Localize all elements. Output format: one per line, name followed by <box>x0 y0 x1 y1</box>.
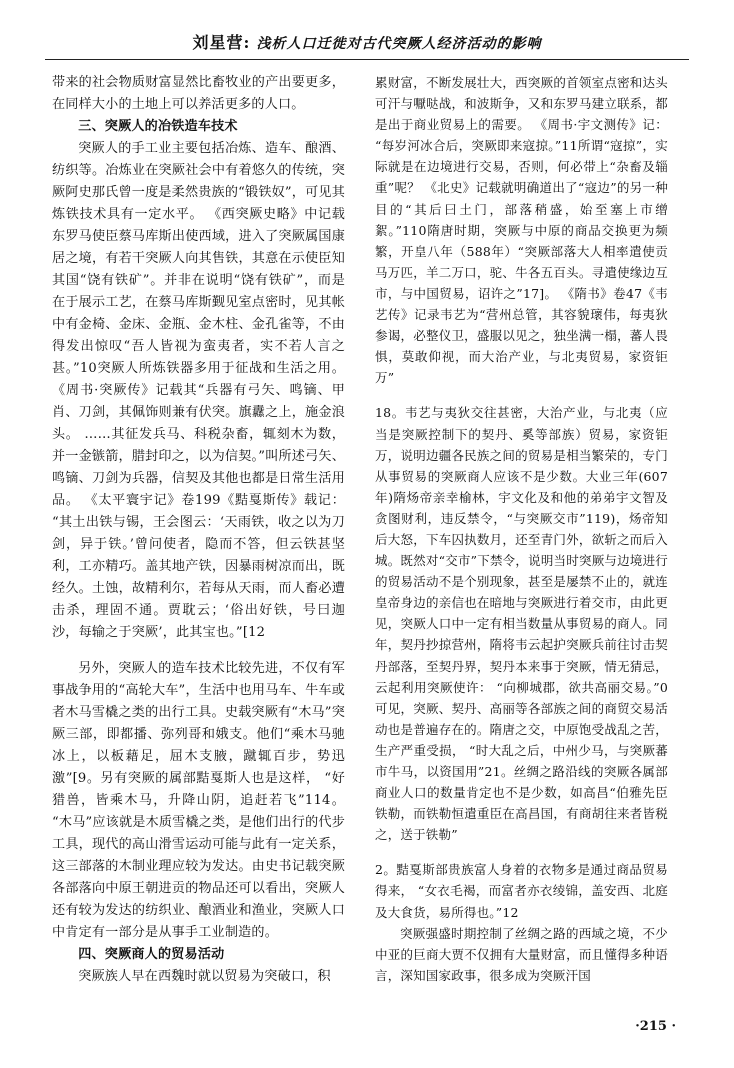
paragraph-weiyi-trade: 18。韦艺与夷狄交往甚密，大治产业，与北夷（应当是突厥控制下的契丹、奚等部族）贸易，家资钜万，说明边疆各民族之间的贸易是相当繁荣的，专门从事贸易的突厥商人应该不是少数。大业三年(607年)隋炀帝亲幸榆林，宇文化及和他的弟弟宇文智及贪图财利，违反禁令，“与突厥交市”119)，炀帝知后大怒，下车囚执数月，还至青门外，欲斩之而后入城。既然对“交市”下禁令，说明当时突厥与边境进行的贸易活动不是个别现象，甚至是屡禁不止的，就连皇帝身边的亲信也在暗地与突厥进行着交市，由此更见，突厥人口中一定有相当数量从事贸易的商人。同年，契丹抄掠营州，隋将韦云起护突厥兵前往讨击契丹部落，至契丹界，契丹本来事于突厥，情无猜忌，云起利用突厥使许： “向柳城郡，欲共高丽交易。”0可见，突厥、契丹、高丽等各部族之间的商贸交易活动也是普遍存在的。隋唐之交，中原饱受战乱之苦，生产严重受损， “时大乱之后，中州少马，与突厥蕃市牛马，以资国用”21。丝绸之路沿线的突厥各属部商业人口的数量肯定也不是少数，如高昌“伯雅先臣铁勒，而铁勒恒遣重臣在高昌国，有商胡往来者皆税之，送于铁勒” <box>375 405 668 843</box>
paragraph-continued: 带来的社会物质财富显然比畜牧业的产出要更多，在同样大小的土地上可以养活更多的人口。 <box>52 75 345 112</box>
section-heading-4: 四、突厥商人的贸易活动 <box>78 947 225 962</box>
paragraph-kirghiz-clothing: 2。黠戛斯部贵族富人身着的衣物多是通过商品贸易得来， “女衣毛褐，而富者亦衣绫锦，盖安西、北庭及大食货，易所得也。”12 <box>375 862 668 920</box>
paragraph-silk-road: 突厥强盛时期控制了丝绸之路的西域之境，不少中亚的巨商大贾不仅拥有大量财富，而且懂得多种语言，深知国家政事，很多成为突厥汗国 <box>375 925 668 983</box>
header-title: 浅析人口迁徙对古代突厥人经济活动的影响 <box>256 36 542 52</box>
right-column <box>375 72 668 986</box>
section-heading-3: 三、突厥人的冶铁造车技术 <box>78 119 238 134</box>
left-column <box>52 72 345 988</box>
paragraph-smelting: 突厥人的手工业主要包括冶炼、造车、酿酒、纺织等。冶炼业在突厥社会中有着悠久的传统，突厥阿史那氏曾一度是柔然贵族的“锻铁奴”，可见其炼铁技术具有一定水平。 《西突厥史略》中记载东罗马使臣蔡马库斯出使西域，进入了突厥属国康居之境，有若干突厥人向其售铁，其意在示使臣知其国“饶有铁矿”。并非在说明“饶有铁矿”，而是在于展示工艺，在蔡马库斯觐见室点密时，见其帐中有金椅、金床、金瓶、金木柱、金孔雀等，不由得发出惊叹“吾人皆视为蛮夷者，实不若人言之甚。”10突厥人所炼铁器多用于征战和生活之用。 《周书·突厥传》记载其“兵器有弓矢、鸣镝、甲肖、刀剑，其佩饰则兼有伏突。旗纛之上，施金浪头。 ……其征发兵马、科税杂畜，辄刻木为数，并一金镞箭，腊封印之，以为信契。”叫所述弓矢、鸣镝、刀剑为兵器，信契及其他也都是日常生活用品。 《太平寰宇记》卷199《黠戛斯传》载记： “其土出铁与锡，王会图云：‘天雨铁，收之以为刀剑，异于铁。’曾问使者，隐而不答，但云铁甚坚利，工亦精巧。盖其地产铁，因暴雨树凉而出，既经久。土蚀，故精利尔，若每从天雨，而人畜必遭击杀，理固不通。贾耽云；‘俗出好铁，号曰迦沙，每输之于突厥’，此其宝也。”[12 <box>52 141 345 640</box>
paragraph-trade-continued: 累财富，不断发展壮大，西突厥的首领室点密和达头可汗与嚈哒战，和波斯争，又和东罗马建立联系，都是出于商业贸易上的需要。 《周书·宇文测传》记： “每岁河冰合后，突厥即来寇掠。”11所谓“寇掠”，实际就是在边境进行交易，否则，何必带上“杂畜及辎重”呢？ 《北史》记载就明确道出了“寇边”的另一种目的“其后曰土门，部落稍盛，始至塞上市缯絮。”110隋唐时期，突厥与中原的商品交换更为频繁，开皇八年（588年）“突厥部落大人相率遣使贡马万匹，羊二万口，驼、牛各五百头。寻遣使缘边互市，与中国贸易，诏许之”17]。 《隋书》卷47《韦艺传》记录韦艺为“营州总管，其容貌瓌伟，每夷狄参谒，必整仪卫，盛服以见之，独坐满一榻，蕃人畏惧，莫敢仰视，而大治产业，与北夷贸易，家资钜万” <box>375 75 668 386</box>
page-number: ·215 · <box>635 1019 676 1034</box>
header-rule <box>45 59 689 60</box>
paragraph-vehicles: 另外，突厥人的造车技术比较先进，不仅有军事战争用的“高轮大车”，生活中也用马车、牛车或者木马雪橇之类的出行工具。史载突厥有“木马”突厥三部，即都播、弥列哥和娥支。他们“乘木马驰冰上，以板藉足，屈木支腋，蹴辄百步，势迅激”[9。另有突厥的属部黠戛斯人也是这样， “好猎兽，皆乘木马，升降山阴，追赶若飞”114。 “木马”应该就是木质雪橇之类，是他们出行的代步工具，现代的高山滑雪运动可能与此有一定关系，这三部落的木制业理应较为发达。由史书记载突厥各部落向中原王朝进贡的物品还可以看出，突厥人还有较为发达的纺织业、酿酒业和渔业，突厥人口中肯定有一部分是从事手工业制造的。 <box>52 661 345 940</box>
running-header <box>45 30 689 60</box>
paragraph-trade-start: 突厥族人早在西魏时就以贸易为突破口，积 <box>78 969 331 984</box>
header-author: 刘星营: <box>192 33 251 52</box>
